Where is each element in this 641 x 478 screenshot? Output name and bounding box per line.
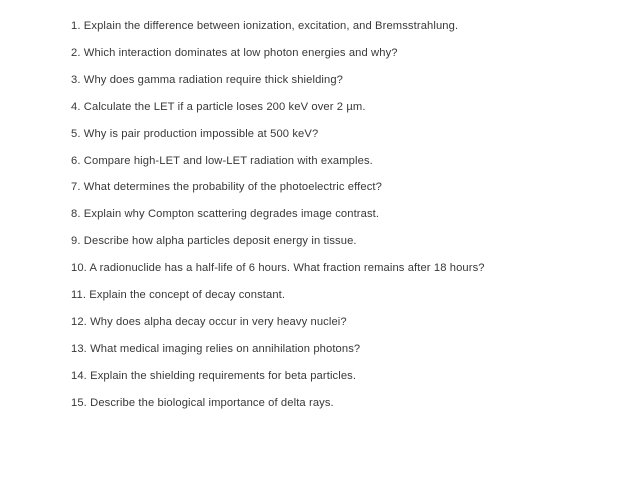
question-number: 13. xyxy=(71,342,87,355)
question-item xyxy=(71,255,611,282)
question-text: Why does gamma radiation require thick shielding? xyxy=(83,73,343,86)
question-number: 12. xyxy=(71,315,87,328)
question-item xyxy=(71,282,611,309)
question-item xyxy=(71,148,611,175)
question-text: Explain the shielding requirements for beta particles. xyxy=(90,369,357,382)
question-number: 6. xyxy=(71,154,81,167)
question-number: 15. xyxy=(71,396,87,409)
question-text: Explain why Compton scattering degrades image contrast. xyxy=(83,208,380,221)
question-number: 3. xyxy=(71,73,81,86)
question-number: 11. xyxy=(71,289,87,302)
question-text: Describe the biological importance of delta rays. xyxy=(90,396,334,409)
question-text: Why does alpha decay occur in very heavy nuclei? xyxy=(90,315,347,328)
question-text: What medical imaging relies on annihilation photons? xyxy=(90,342,361,355)
question-number: 14. xyxy=(71,369,87,382)
question-number: 2. xyxy=(71,46,81,59)
question-list xyxy=(71,13,611,417)
question-item xyxy=(71,40,611,67)
question-item xyxy=(71,174,611,201)
question-item xyxy=(71,201,611,228)
question-text: Explain the concept of decay constant. xyxy=(89,289,286,302)
question-item xyxy=(71,336,611,363)
question-number: 7. xyxy=(71,181,81,194)
question-number: 9. xyxy=(71,235,81,248)
question-text: Explain the difference between ionization, excitation, and Bremsstrahlung. xyxy=(83,20,459,32)
question-item xyxy=(71,390,611,417)
question-text: Calculate the LET if a particle loses 200 keV over 2 µm. xyxy=(83,100,366,113)
question-number: 8. xyxy=(71,208,81,221)
question-item xyxy=(71,309,611,336)
question-text: Which interaction dominates at low photon energies and why? xyxy=(83,46,398,59)
question-number: 5. xyxy=(71,127,81,140)
question-item xyxy=(71,121,611,148)
question-item xyxy=(71,363,611,390)
question-item xyxy=(71,67,611,94)
question-text: Compare high-LET and low-LET radiation with examples. xyxy=(83,154,373,167)
question-item xyxy=(71,94,611,121)
question-number: 1. xyxy=(71,20,81,32)
question-number: 10. xyxy=(71,262,87,275)
question-item xyxy=(71,13,611,40)
question-text: Why is pair production impossible at 500 keV? xyxy=(83,127,319,140)
question-item xyxy=(71,228,611,255)
question-number: 4. xyxy=(71,100,81,113)
question-text: A radionuclide has a half-life of 6 hours. What fraction remains after 18 hours? xyxy=(89,262,485,275)
question-text: What determines the probability of the photoelectric effect? xyxy=(83,181,382,194)
question-text: Describe how alpha particles deposit energy in tissue. xyxy=(83,235,357,248)
